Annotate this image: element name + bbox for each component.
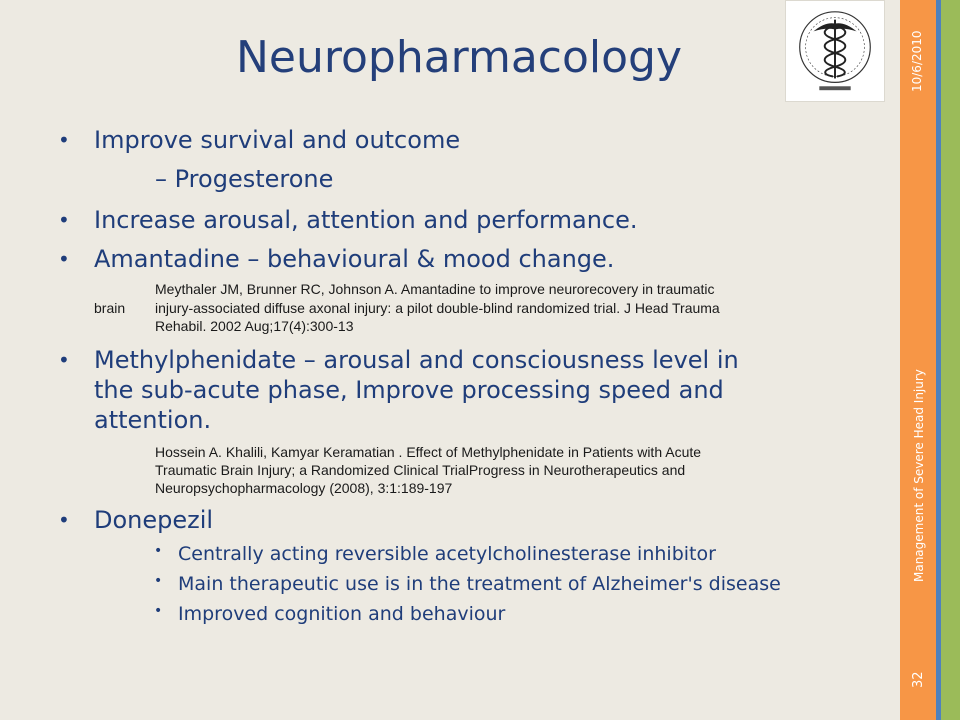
page-number: 32 [911, 671, 926, 688]
bullet-icon: • [58, 508, 70, 532]
slide-date: 10/6/2010 [910, 30, 924, 92]
list-item: • Methylphenidate – arousal and consciousness level in the sub-acute phase, Improve processing speed and attention. [58, 346, 739, 434]
reference-line: Traumatic Brain Injury; a Randomized Clinical TrialProgress in Neurotherapeutics and [155, 462, 686, 478]
list-item-sub: • Main therapeutic use is in the treatment of Alzheimer's disease [154, 573, 781, 595]
reference-line: injury-associated diffuse axonal injury: a pilot double-blind randomized trial. J Head Trauma [155, 300, 720, 316]
sidebar-green-band [941, 0, 960, 720]
list-item-sub: • Centrally acting reversible acetylcholinesterase inhibitor [154, 543, 716, 565]
list-item: • Donepezil [58, 506, 214, 534]
bullet-icon: • [58, 128, 70, 152]
bullet-icon: • [58, 348, 70, 372]
reference-line: Meythaler JM, Brunner RC, Johnson A. Amantadine to improve neurorecovery in traumatic [155, 281, 715, 297]
reference-prefix: brain [94, 300, 126, 316]
bullet-icon: • [58, 208, 70, 232]
bullet-icon: • [154, 543, 163, 559]
bullet-icon: • [154, 573, 163, 589]
list-item-sub: – Progesterone [155, 165, 334, 193]
slide-footer: Management of Severe Head Injury [912, 369, 926, 582]
list-item: • Increase arousal, attention and performance. [58, 206, 638, 234]
list-item: • Improve survival and outcome [58, 126, 461, 154]
sidebar-orange-band [900, 0, 936, 720]
slide-title: Neuropharmacology [235, 32, 683, 83]
reference-line: Hossein A. Khalili, Kamyar Keramatian . Effect of Methylphenidate in Patients with Acute [155, 444, 702, 460]
bullet-icon: • [58, 247, 70, 271]
list-item: • Amantadine – behavioural & mood change. [58, 245, 615, 273]
reference-line: Neuropsychopharmacology (2008), 3:1:189-197 [155, 480, 453, 496]
bullet-icon: • [154, 603, 163, 619]
list-item-sub: • Improved cognition and behaviour [154, 603, 506, 625]
reference-line: Rehabil. 2002 Aug;17(4):300-13 [155, 318, 354, 334]
